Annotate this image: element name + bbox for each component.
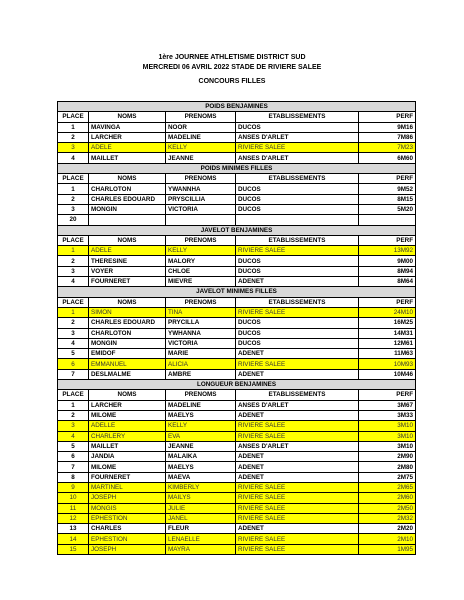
cell-prenom (166, 215, 236, 225)
cell-perf (359, 215, 416, 225)
column-header-perf: PERF (359, 297, 416, 307)
section-title: JAVELOT BENJAMINES (58, 225, 416, 235)
cell-perf: 8M15 (359, 194, 416, 204)
cell-perf: 2M80 (359, 462, 416, 472)
cell-perf: 3M33 (359, 410, 416, 420)
table-row (58, 328, 416, 338)
cell-prenom: KELLY (166, 421, 236, 431)
cell-nom: EPHESTION (89, 513, 166, 523)
cell-perf: 6M60 (359, 153, 416, 163)
table-row (58, 338, 416, 348)
cell-etab: DUCOS (236, 338, 359, 348)
event-date-venue: MERCREDI 06 AVRIL 2022 STADE DE RIVIERE SALEE (142, 64, 322, 71)
cell-etab: RIVIERE SALEE (236, 482, 359, 492)
cell-prenom: PRYSCILLIA (166, 194, 236, 204)
cell-perf: 16M25 (359, 318, 416, 328)
cell-place: 3 (58, 328, 89, 338)
column-header-prenom: PRENOMS (166, 297, 236, 307)
cell-place: 1 (58, 184, 89, 194)
cell-place: 6 (58, 359, 89, 369)
cell-perf: 8M94 (359, 266, 416, 276)
cell-place: 1 (58, 246, 89, 256)
table-row (58, 153, 416, 163)
table-row (58, 462, 416, 472)
cell-prenom: JEANNE (166, 441, 236, 451)
cell-etab: ADENET (236, 472, 359, 482)
column-header-prenom: PRENOMS (166, 174, 236, 184)
cell-etab: RIVIERE SALEE (236, 493, 359, 503)
cell-prenom: MARIE (166, 349, 236, 359)
cell-etab: RIVIERE SALEE (236, 503, 359, 513)
cell-prenom: MAELYS (166, 410, 236, 420)
cell-perf: 2M20 (359, 524, 416, 534)
cell-prenom: ALICIA (166, 359, 236, 369)
cell-place: 7 (58, 462, 89, 472)
cell-nom: DESLMALME (89, 369, 166, 379)
table-row (58, 503, 416, 513)
cell-nom: LARCHER (89, 400, 166, 410)
cell-place: 3 (58, 421, 89, 431)
cell-perf: 2M10 (359, 534, 416, 544)
cell-perf: 2M32 (359, 513, 416, 523)
column-header-row (58, 235, 416, 245)
cell-etab: RIVIERE SALEE (236, 421, 359, 431)
cell-place: 12 (58, 513, 89, 523)
cell-nom: ADELE (89, 143, 166, 153)
cell-nom: MILOME (89, 462, 166, 472)
cell-place: 7 (58, 369, 89, 379)
cell-place: 5 (58, 441, 89, 451)
cell-perf: 2M50 (359, 503, 416, 513)
cell-place: 1 (58, 122, 89, 132)
cell-nom: JANDIA (89, 452, 166, 462)
table-row (58, 400, 416, 410)
cell-etab: RIVIERE SALEE (236, 246, 359, 256)
cell-perf: 11M63 (359, 349, 416, 359)
cell-etab: DUCOS (236, 256, 359, 266)
cell-prenom: JANEL (166, 513, 236, 523)
cell-etab: DUCOS (236, 318, 359, 328)
cell-nom: CHARLES EDOUARD (89, 194, 166, 204)
cell-perf: 10M46 (359, 369, 416, 379)
cell-nom: VOYER (89, 266, 166, 276)
cell-etab: ANSES D'ARLET (236, 132, 359, 142)
cell-etab: ADENET (236, 452, 359, 462)
column-header-prenom: PRENOMS (166, 390, 236, 400)
cell-prenom: KELLY (166, 246, 236, 256)
cell-etab: DUCOS (236, 328, 359, 338)
cell-etab: DUCOS (236, 194, 359, 204)
cell-perf: 5M20 (359, 204, 416, 214)
cell-place: 4 (58, 431, 89, 441)
table-row (58, 452, 416, 462)
cell-place: 2 (58, 132, 89, 142)
cell-perf: 7M23 (359, 143, 416, 153)
cell-etab: ANSES D'ARLET (236, 441, 359, 451)
table-row (58, 524, 416, 534)
cell-perf: 2M75 (359, 472, 416, 482)
cell-etab: ADENET (236, 369, 359, 379)
section-title: JAVELOT MINIMES FILLES (58, 287, 416, 297)
column-header-row (58, 174, 416, 184)
cell-place: 3 (58, 204, 89, 214)
cell-prenom: MAEVA (166, 472, 236, 482)
cell-prenom: EVA (166, 431, 236, 441)
cell-place: 8 (58, 472, 89, 482)
column-header-row (58, 297, 416, 307)
section-title: POIDS BENJAMINES (58, 102, 416, 112)
table-row (58, 318, 416, 328)
cell-place: 3 (58, 266, 89, 276)
cell-etab: ADENET (236, 277, 359, 287)
cell-perf: 7M86 (359, 132, 416, 142)
table-row (58, 482, 416, 492)
cell-perf: 9M00 (359, 256, 416, 266)
cell-etab: DUCOS (236, 122, 359, 132)
cell-etab: ANSES D'ARLET (236, 153, 359, 163)
column-header-etab: ETABLISSEMENTS (236, 235, 359, 245)
table-row (58, 307, 416, 317)
cell-place: 2 (58, 410, 89, 420)
cell-prenom: YWANNHA (166, 184, 236, 194)
column-header-perf: PERF (359, 390, 416, 400)
table-row (58, 359, 416, 369)
cell-etab: RIVIERE SALEE (236, 143, 359, 153)
column-header-place: PLACE (58, 112, 89, 122)
cell-prenom: MADELINE (166, 400, 236, 410)
cell-etab: ANSES D'ARLET (236, 400, 359, 410)
cell-prenom: MALAIKA (166, 452, 236, 462)
column-header-etab: ETABLISSEMENTS (236, 112, 359, 122)
column-header-place: PLACE (58, 235, 89, 245)
column-header-perf: PERF (359, 112, 416, 122)
cell-perf: 3M67 (359, 400, 416, 410)
cell-nom: CHARLOTON (89, 184, 166, 194)
cell-prenom: MAELYS (166, 462, 236, 472)
table-row (58, 194, 416, 204)
cell-perf: 24M10 (359, 307, 416, 317)
column-header-etab: ETABLISSEMENTS (236, 297, 359, 307)
column-header-prenom: PRENOMS (166, 235, 236, 245)
table-row (58, 513, 416, 523)
cell-place: 4 (58, 153, 89, 163)
section-header (58, 163, 416, 173)
cell-nom: MONGIN (89, 204, 166, 214)
table-row (58, 441, 416, 451)
cell-etab: ADENET (236, 349, 359, 359)
cell-prenom: KIMBERLY (166, 482, 236, 492)
cell-etab: DUCOS (236, 204, 359, 214)
cell-etab: RIVIERE SALEE (236, 359, 359, 369)
cell-prenom: KELLY (166, 143, 236, 153)
cell-perf: 9M16 (359, 122, 416, 132)
cell-nom: ADELLE (89, 421, 166, 431)
table-row (58, 544, 416, 554)
cell-nom: JOSEPH (89, 544, 166, 554)
table-row (58, 472, 416, 482)
cell-prenom: JULIE (166, 503, 236, 513)
cell-perf: 14M31 (359, 328, 416, 338)
cell-nom: MONGIS (89, 503, 166, 513)
cell-prenom: VICTORIA (166, 204, 236, 214)
cell-place: 6 (58, 452, 89, 462)
table-row (58, 204, 416, 214)
section-title: POIDS MINIMES FILLES (58, 163, 416, 173)
cell-nom: LARCHER (89, 132, 166, 142)
cell-place: 2 (58, 318, 89, 328)
cell-prenom: MADELINE (166, 132, 236, 142)
cell-perf: 2M60 (359, 493, 416, 503)
section-header (58, 102, 416, 112)
table-row (58, 266, 416, 276)
competition-title: CONCOURS FILLES (198, 78, 266, 85)
cell-perf: 9M52 (359, 184, 416, 194)
column-header-nom: NOMS (89, 174, 166, 184)
column-header-nom: NOMS (89, 390, 166, 400)
cell-etab: RIVIERE SALEE (236, 534, 359, 544)
cell-perf: 2M65 (359, 482, 416, 492)
cell-nom: CHARLERY (89, 431, 166, 441)
cell-nom: MARTINEL (89, 482, 166, 492)
table-row (58, 534, 416, 544)
column-header-row (58, 390, 416, 400)
cell-perf: 3M10 (359, 441, 416, 451)
cell-nom: MONGIN (89, 338, 166, 348)
section-header (58, 380, 416, 390)
cell-nom: CHARLES EDOUARD (89, 318, 166, 328)
cell-place: 14 (58, 534, 89, 544)
column-header-place: PLACE (58, 390, 89, 400)
cell-prenom: MALORY (166, 256, 236, 266)
cell-place: 2 (58, 194, 89, 204)
cell-etab: RIVIERE SALEE (236, 307, 359, 317)
cell-etab: ADENET (236, 410, 359, 420)
cell-place: 11 (58, 503, 89, 513)
cell-etab: DUCOS (236, 184, 359, 194)
cell-place: 4 (58, 338, 89, 348)
table-row (58, 349, 416, 359)
column-header-row (58, 112, 416, 122)
column-header-etab: ETABLISSEMENTS (236, 174, 359, 184)
cell-place: 4 (58, 277, 89, 287)
cell-perf: 12M61 (359, 338, 416, 348)
cell-etab: DUCOS (236, 266, 359, 276)
cell-nom: MILOME (89, 410, 166, 420)
cell-nom (89, 215, 166, 225)
table-row (58, 215, 416, 225)
cell-place: 9 (58, 482, 89, 492)
cell-etab: RIVIERE SALEE (236, 431, 359, 441)
table-row (58, 143, 416, 153)
cell-prenom: MAILYS (166, 493, 236, 503)
cell-nom: EPHESTION (89, 534, 166, 544)
cell-etab (236, 215, 359, 225)
cell-nom: FOURNERET (89, 472, 166, 482)
cell-nom: EMMANUEL (89, 359, 166, 369)
cell-nom: CHARLES (89, 524, 166, 534)
cell-prenom: CHLOE (166, 266, 236, 276)
section-header (58, 225, 416, 235)
cell-perf: 10M93 (359, 359, 416, 369)
cell-prenom: TINA (166, 307, 236, 317)
cell-place: 10 (58, 493, 89, 503)
table-row (58, 493, 416, 503)
cell-perf: 13M92 (359, 246, 416, 256)
cell-prenom: MIEVRE (166, 277, 236, 287)
cell-place: 1 (58, 307, 89, 317)
cell-nom: FOURNERET (89, 277, 166, 287)
cell-perf: 2M90 (359, 452, 416, 462)
cell-nom: CHARLOTON (89, 328, 166, 338)
cell-prenom: JEANNE (166, 153, 236, 163)
table-row (58, 256, 416, 266)
cell-nom: ADELE (89, 246, 166, 256)
table-row (58, 132, 416, 142)
section-header (58, 287, 416, 297)
column-header-nom: NOMS (89, 112, 166, 122)
column-header-place: PLACE (58, 174, 89, 184)
table-row (58, 410, 416, 420)
event-title: 1ère JOURNEE ATHLETISME DISTRICT SUD (158, 54, 306, 61)
column-header-perf: PERF (359, 174, 416, 184)
cell-prenom: PRYCILLA (166, 318, 236, 328)
cell-nom: JOSEPH (89, 493, 166, 503)
cell-perf: 8M64 (359, 277, 416, 287)
cell-place: 3 (58, 143, 89, 153)
cell-prenom: FLEUR (166, 524, 236, 534)
column-header-etab: ETABLISSEMENTS (236, 390, 359, 400)
results-body (58, 102, 416, 555)
cell-place: 13 (58, 524, 89, 534)
results-table (57, 101, 416, 555)
table-row (58, 277, 416, 287)
cell-nom: SIMON (89, 307, 166, 317)
cell-perf: 3M10 (359, 431, 416, 441)
cell-nom: MAVINGA (89, 122, 166, 132)
table-row (58, 246, 416, 256)
cell-prenom: VICTORIA (166, 338, 236, 348)
table-row (58, 431, 416, 441)
cell-prenom: MAYRA (166, 544, 236, 554)
table-row (58, 369, 416, 379)
cell-nom: THERESINE (89, 256, 166, 266)
cell-etab: RIVIERE SALEE (236, 544, 359, 554)
cell-etab: RIVIERE SALEE (236, 513, 359, 523)
cell-place: 5 (58, 349, 89, 359)
table-row (58, 421, 416, 431)
column-header-prenom: PRENOMS (166, 112, 236, 122)
cell-etab: ADENET (236, 524, 359, 534)
table-row (58, 122, 416, 132)
cell-nom: MAILLET (89, 441, 166, 451)
column-header-nom: NOMS (89, 297, 166, 307)
cell-place: 20 (58, 215, 89, 225)
cell-nom: MAILLET (89, 153, 166, 163)
cell-prenom: LENAELLE (166, 534, 236, 544)
cell-place: 1 (58, 400, 89, 410)
column-header-perf: PERF (359, 235, 416, 245)
column-header-nom: NOMS (89, 235, 166, 245)
table-row (58, 184, 416, 194)
cell-perf: 1M95 (359, 544, 416, 554)
cell-prenom: YWHANNA (166, 328, 236, 338)
column-header-place: PLACE (58, 297, 89, 307)
cell-etab: ADENET (236, 462, 359, 472)
section-title: LONGUEUR BENJAMINES (58, 380, 416, 390)
cell-prenom: NOOR (166, 122, 236, 132)
cell-place: 2 (58, 256, 89, 266)
cell-perf: 3M10 (359, 421, 416, 431)
cell-prenom: AMBRE (166, 369, 236, 379)
cell-place: 15 (58, 544, 89, 554)
document-header (0, 53, 464, 87)
cell-nom: EMIDOF (89, 349, 166, 359)
